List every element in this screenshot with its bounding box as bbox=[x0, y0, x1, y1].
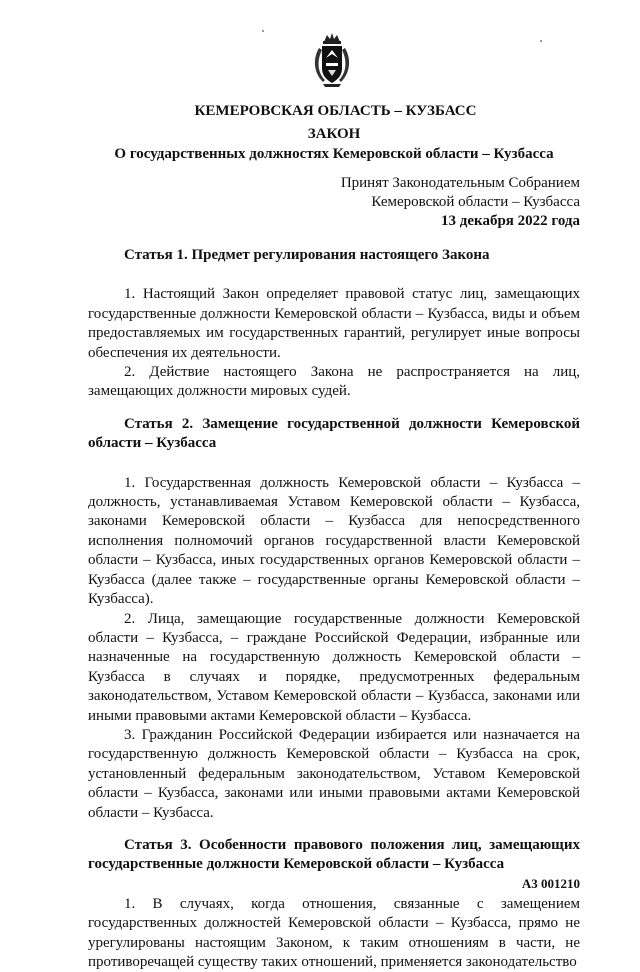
law-body bbox=[88, 246, 580, 972]
adoption-block bbox=[341, 174, 580, 231]
article-1-paragraph-1: 1. Настоящий Закон определяет правовой статус лиц, замещающих государственные должности Кемеровской области – Кузбасса, виды и объем предоставляемых им государственных гарантий, регулирует иные вопросы обеспечения их деятельности. bbox=[88, 286, 580, 361]
region-name: КЕМЕРОВСКАЯ ОБЛАСТЬ – КУЗБАСС bbox=[194, 103, 477, 119]
article-2-paragraph-2: 2. Лица, замещающие государственные должности Кемеровской области – Кузбасса, – граждане Российской Федерации, избранные или назначенные на государственную должность Кемеровской области – Кузбасса в случаях и порядке, предусмотренных федеральным законодательством, Уставом Кемеровской области – Кузбасса, законами или иными правовыми актами Кемеровской области – Кузбасса. bbox=[88, 610, 580, 724]
article-1-heading: Статья 1. Предмет регулирования настоящего Закона bbox=[124, 247, 490, 263]
article-2-paragraph-3: 3. Гражданин Российской Федерации избирается или назначается на государственную должность Кемеровской области – Кузбасса на срок, установленный федеральным законодательством, Уставом Кемеровской области – Кузбасса, законами или иными правовыми актами Кемеровской области – Кузбасса. bbox=[88, 726, 580, 821]
article-3-heading: Статья 3. Особенности правового положения лиц, замещающих государственные должности Кемеровской области – Кузбасса bbox=[88, 836, 580, 873]
adoption-line-1: Принят Законодательным Собранием bbox=[340, 175, 580, 191]
article-3-paragraph-1: 1. В случаях, когда отношения, связанные с замещением государственных должностей Кемеровской области – Кузбасса, прямо не урегулированы настоящим Законом, к таким отношениям в части, не противоречащей существу таких отношений, применяется законодательство bbox=[88, 895, 580, 970]
document-type: ЗАКОН bbox=[307, 126, 361, 142]
law-title: О государственных должностях Кемеровской области – Кузбасса bbox=[114, 146, 554, 162]
coat-of-arms-icon bbox=[309, 30, 355, 90]
adoption-line-2: Кемеровской области – Кузбасса bbox=[371, 194, 580, 210]
article-2-heading: Статья 2. Замещение государственной должности Кемеровской области – Кузбасса bbox=[88, 415, 580, 452]
article-2-paragraph-1: 1. Государственная должность Кемеровской области – Кузбасса – должность, устанавливаемая Уставом Кемеровской области – Кузбасса, законами Кемеровской области – Кузбасса для непосредственного исполнения полномочий органов государственной власти Кемеровской области – Кузбасса, иных государственных органов Кемеровской области – Кузбасса (далее также – государственные органы Кемеровской области – Кузбасса). bbox=[88, 474, 580, 608]
scan-speck bbox=[262, 30, 264, 32]
adoption-date: 13 декабря 2022 года bbox=[441, 213, 580, 229]
article-1-paragraph-2: 2. Действие настоящего Закона не распространяется на лиц, замещающих должности мировых судей. bbox=[88, 364, 580, 400]
document-serial-number: А3 001210 bbox=[521, 876, 580, 891]
scan-speck bbox=[540, 40, 542, 42]
